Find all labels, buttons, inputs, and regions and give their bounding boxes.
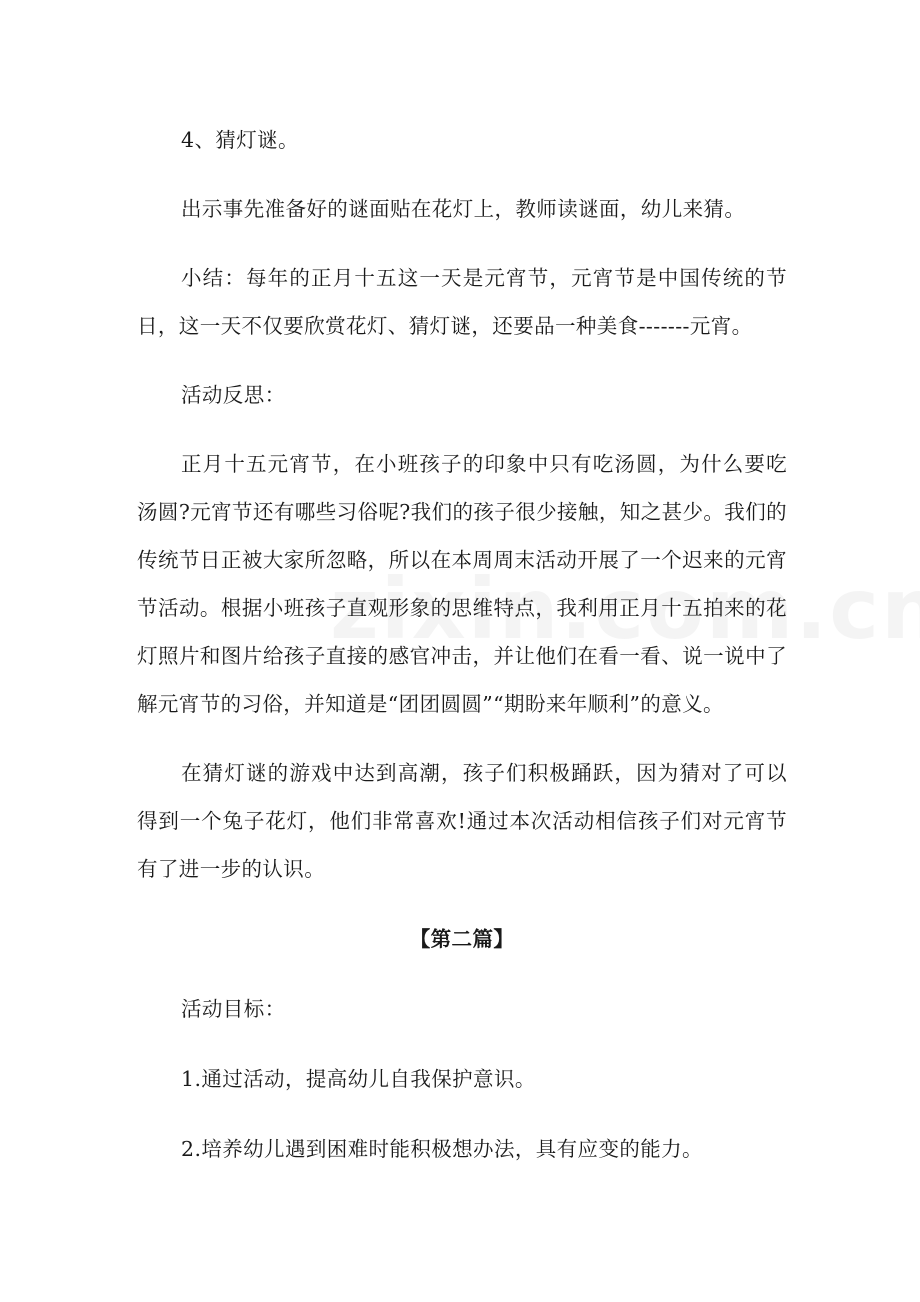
- goal-item-1: 1.通过活动，提高幼儿自我保护意识。: [181, 1067, 536, 1091]
- goals-heading: 活动目标：: [181, 997, 286, 1021]
- summary-paragraph: 小结：每年的正月十五这一天是元宵节，元宵节是中国传统的节日，这一天不仅要欣赏花灯、猜灯谜，还要品一种美食-------元宵。: [137, 266, 787, 338]
- item4-heading: 4、猜灯谜。: [181, 128, 299, 152]
- reflection-paragraph-2: 在猜灯谜的游戏中达到高潮，孩子们积极踊跃，因为猜对了可以得到一个兔子花灯，他们非常喜欢!通过本次活动相信孩子们对元宵节有了进一步的认识。: [137, 761, 787, 881]
- reflection-paragraph-1: 正月十五元宵节，在小班孩子的印象中只有吃汤圆，为什么要吃汤圆?元宵节还有哪些习俗呢?我们的孩子很少接触，知之甚少。我们的传统节日正被大家所忽略，所以在本周周末活动开展了一个迟来的元宵节活动。根据小班孩子直观形象的思维特点，我利用正月十五拍来的花灯照片和图片给孩子直接的感官冲击，并让他们在看一看、说一说中了解元宵节的习俗，并知道是“团团圆圆”“期盼来年顺利”的意义。: [137, 452, 787, 716]
- goal-item-2: 2.培养幼儿遇到困难时能积极想办法，具有应变的能力。: [181, 1137, 703, 1161]
- section-title: 【第二篇】: [409, 927, 515, 951]
- reflection-heading: 活动反思：: [181, 383, 286, 407]
- document-body: [137, 116, 787, 1173]
- item4-body: 出示事先准备好的谜面贴在花灯上，教师读谜面，幼儿来猜。: [181, 197, 746, 221]
